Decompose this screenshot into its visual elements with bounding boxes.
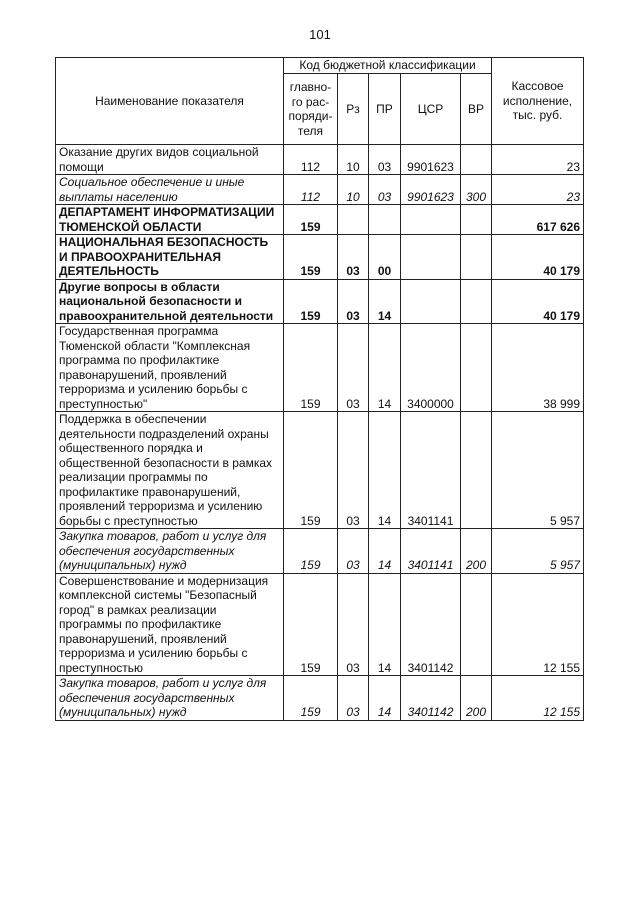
- row-gl-code: 159: [284, 412, 338, 529]
- header-csr: ЦСР: [401, 74, 461, 145]
- row-amount: 617 626: [492, 205, 584, 235]
- row-rz-code: 03: [338, 279, 369, 324]
- table-row: [56, 145, 584, 175]
- row-csr-code: 3401142: [401, 573, 461, 676]
- row-rz-code: 03: [338, 235, 369, 280]
- header-classification-group: Код бюджетной классификации: [284, 58, 492, 74]
- row-vr-code: 300: [461, 175, 492, 205]
- table-row: [56, 279, 584, 324]
- header-amount: Кассовое исполнение, тыс. руб.: [492, 58, 584, 145]
- row-gl-code: 112: [284, 175, 338, 205]
- row-vr-code: 200: [461, 676, 492, 721]
- header-gl: главно-го рас-поряди-теля: [284, 74, 338, 145]
- row-rz-code: [338, 205, 369, 235]
- row-pr-code: 14: [369, 279, 401, 324]
- row-rz-code: 03: [338, 324, 369, 412]
- row-rz-code: 10: [338, 145, 369, 175]
- row-gl-code: 159: [284, 573, 338, 676]
- table-row: [56, 529, 584, 574]
- row-pr-code: 14: [369, 676, 401, 721]
- row-rz-code: 03: [338, 529, 369, 574]
- row-pr-code: 00: [369, 235, 401, 280]
- table-row: [56, 412, 584, 529]
- row-gl-code: 159: [284, 676, 338, 721]
- header-rz: Рз: [338, 74, 369, 145]
- row-name: Оказание других видов социальной помощи: [56, 145, 284, 175]
- row-csr-code: [401, 205, 461, 235]
- row-amount: 12 155: [492, 676, 584, 721]
- row-amount: 40 179: [492, 279, 584, 324]
- row-name: Совершенствование и модернизация комплексной системы "Безопасный город" в рамках реализации программы по профилактике правонарушений, проявлений терроризма и усилению борьбы с преступностью: [56, 573, 284, 676]
- header-name: Наименование показателя: [56, 58, 284, 145]
- table-row: [56, 676, 584, 721]
- row-name: Другие вопросы в области национальной безопасности и правоохранительной деятельности: [56, 279, 284, 324]
- page-number: 101: [309, 27, 331, 42]
- row-pr-code: 14: [369, 412, 401, 529]
- row-amount: 40 179: [492, 235, 584, 280]
- row-gl-code: 159: [284, 205, 338, 235]
- row-name: ДЕПАРТАМЕНТ ИНФОРМАТИЗАЦИИ ТЮМЕНСКОЙ ОБЛАСТИ: [56, 205, 284, 235]
- row-name: Закупка товаров, работ и услуг для обеспечения государственных (муниципальных) нужд: [56, 676, 284, 721]
- row-name: Социальное обеспечение и иные выплаты населению: [56, 175, 284, 205]
- row-pr-code: 03: [369, 145, 401, 175]
- row-pr-code: 03: [369, 175, 401, 205]
- row-rz-code: 03: [338, 573, 369, 676]
- row-vr-code: [461, 279, 492, 324]
- row-amount: 5 957: [492, 529, 584, 574]
- row-gl-code: 159: [284, 279, 338, 324]
- row-vr-code: [461, 412, 492, 529]
- row-amount: 12 155: [492, 573, 584, 676]
- row-pr-code: 14: [369, 573, 401, 676]
- row-vr-code: [461, 573, 492, 676]
- row-amount: 23: [492, 145, 584, 175]
- row-name: Закупка товаров, работ и услуг для обеспечения государственных (муниципальных) нужд: [56, 529, 284, 574]
- table-row: [56, 205, 584, 235]
- table-row: [56, 573, 584, 676]
- row-amount: 5 957: [492, 412, 584, 529]
- row-gl-code: 159: [284, 235, 338, 280]
- row-gl-code: 159: [284, 324, 338, 412]
- row-csr-code: 3401142: [401, 676, 461, 721]
- row-csr-code: 9901623: [401, 145, 461, 175]
- budget-table: [55, 57, 584, 721]
- header-vr: ВР: [461, 74, 492, 145]
- row-gl-code: 112: [284, 145, 338, 175]
- row-csr-code: 9901623: [401, 175, 461, 205]
- row-vr-code: [461, 205, 492, 235]
- row-vr-code: [461, 145, 492, 175]
- row-pr-code: 14: [369, 529, 401, 574]
- row-vr-code: 200: [461, 529, 492, 574]
- row-amount: 23: [492, 175, 584, 205]
- row-name: Государственная программа Тюменской области "Комплексная программа по профилактике правонарушений, проявлений терроризма и усилению борьбы с преступностью": [56, 324, 284, 412]
- table-row: [56, 175, 584, 205]
- row-csr-code: [401, 235, 461, 280]
- row-csr-code: 3400000: [401, 324, 461, 412]
- row-rz-code: 10: [338, 175, 369, 205]
- row-vr-code: [461, 235, 492, 280]
- row-gl-code: 159: [284, 529, 338, 574]
- header-pr: ПР: [369, 74, 401, 145]
- row-rz-code: 03: [338, 676, 369, 721]
- table-row: [56, 324, 584, 412]
- row-pr-code: [369, 205, 401, 235]
- row-pr-code: 14: [369, 324, 401, 412]
- table-body: [56, 145, 584, 721]
- row-csr-code: [401, 279, 461, 324]
- table-row: [56, 235, 584, 280]
- row-csr-code: 3401141: [401, 529, 461, 574]
- row-name: Поддержка в обеспечении деятельности подразделений охраны общественного порядка и общественной безопасности в рамках реализации программы по профилактике правонарушений, проявлений терроризма и усилению борьбы с преступностью: [56, 412, 284, 529]
- row-csr-code: 3401141: [401, 412, 461, 529]
- row-name: НАЦИОНАЛЬНАЯ БЕЗОПАСНОСТЬ И ПРАВООХРАНИТЕЛЬНАЯ ДЕЯТЕЛЬНОСТЬ: [56, 235, 284, 280]
- row-rz-code: 03: [338, 412, 369, 529]
- row-amount: 38 999: [492, 324, 584, 412]
- row-vr-code: [461, 324, 492, 412]
